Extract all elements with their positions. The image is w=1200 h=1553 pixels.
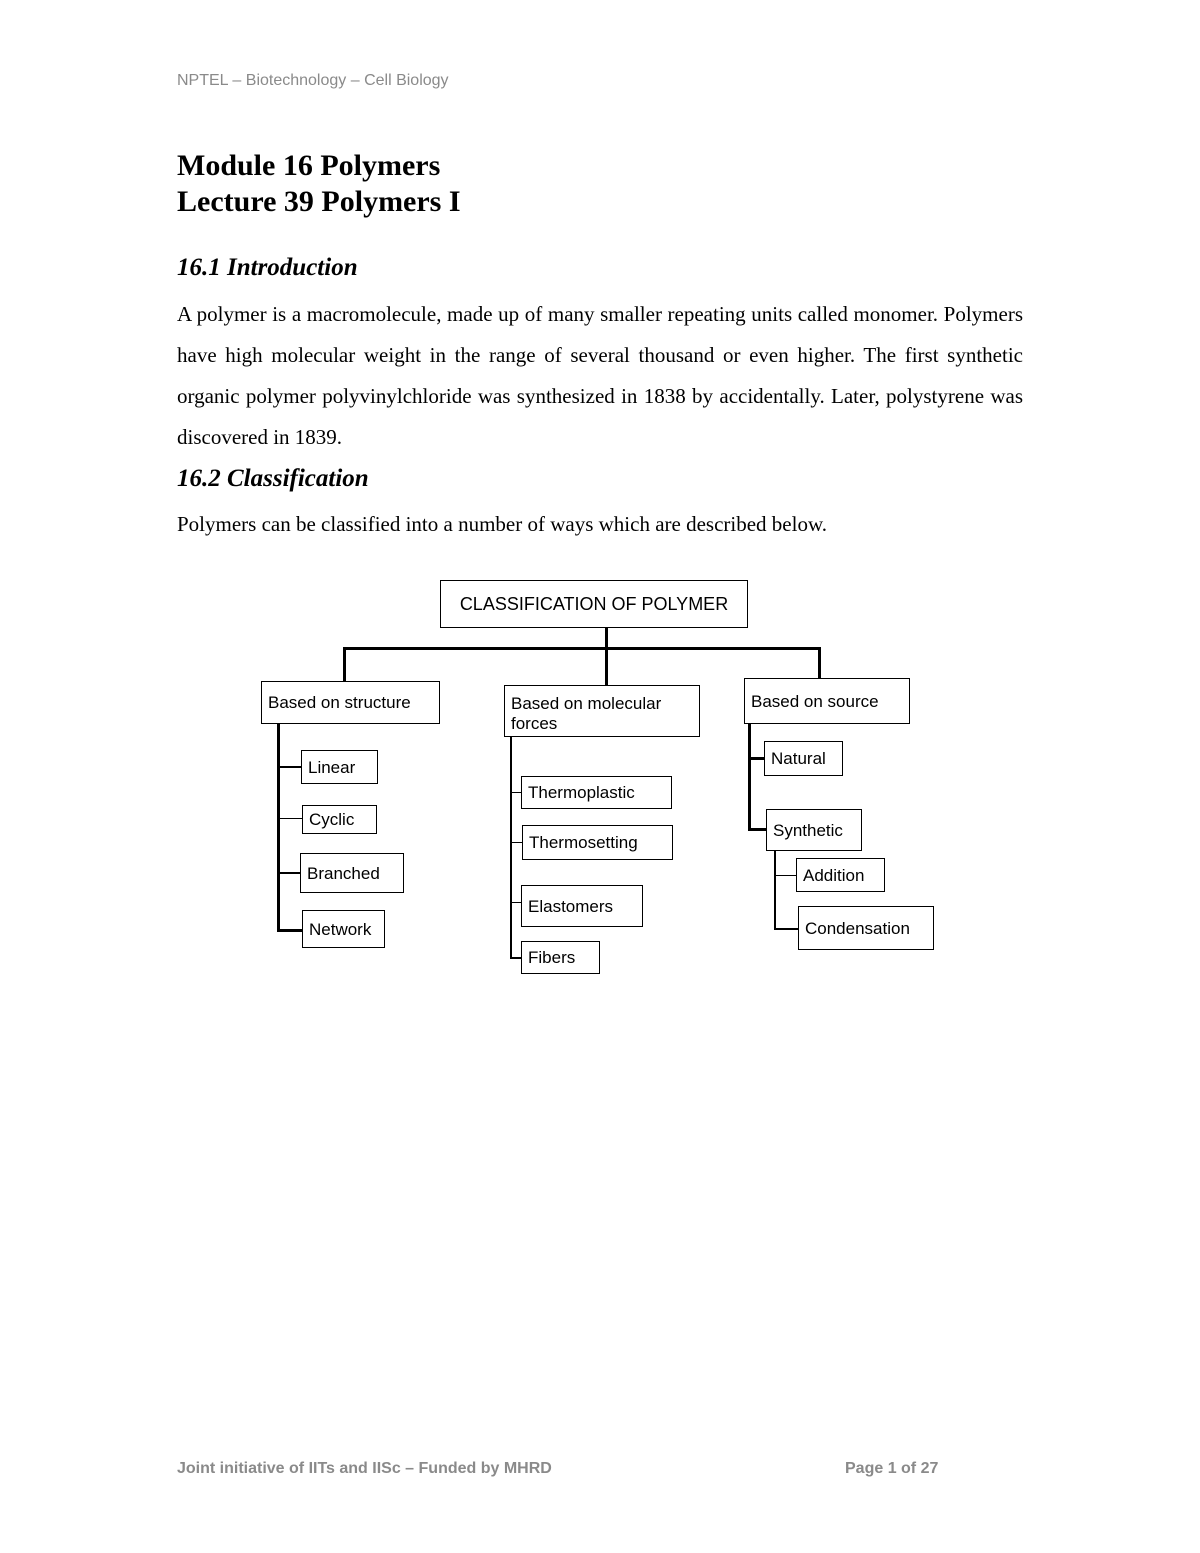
- structure-tick: [277, 872, 301, 874]
- source-tick: [748, 828, 767, 831]
- section-heading-introduction: 16.1 Introduction: [177, 254, 358, 281]
- synthetic-tick: [774, 875, 797, 876]
- forces-item-elastomers: Elastomers: [521, 885, 643, 927]
- source-tick: [748, 757, 765, 760]
- structure-tick: [277, 818, 303, 819]
- branch-connector-structure: [343, 647, 346, 682]
- structure-item-network: Network: [302, 910, 385, 948]
- introduction-paragraph: A polymer is a macromolecule, made up of many smaller repeating units called monomer. Polymers have high molecular weight in the range of several thousand or even higher. The first synthetic organic polymer polyvinylchloride was synthesized in 1838 by accidentally. Later, polystyrene was discovered in 1839.: [177, 302, 1023, 449]
- source-box: Based on source: [744, 678, 910, 724]
- lecture-title: Lecture 39 Polymers I: [177, 185, 461, 218]
- forces-item-thermosetting: Thermosetting: [522, 825, 673, 860]
- page-title: [177, 148, 461, 220]
- branch-connector-source: [818, 647, 821, 678]
- structure-tick: [277, 766, 303, 768]
- synthetic-item-addition: Addition: [796, 858, 885, 892]
- synthetic-item-condensation: Condensation: [798, 906, 934, 950]
- root-connector: [605, 627, 608, 687]
- footer-left: Joint initiative of IITs and IISc – Funded by MHRD: [177, 1460, 552, 1477]
- structure-trunk: [277, 723, 280, 932]
- source-trunk: [748, 723, 751, 831]
- source-item-synthetic: Synthetic: [766, 809, 862, 851]
- root-box: CLASSIFICATION OF POLYMER: [440, 580, 748, 628]
- structure-item-cyclic: Cyclic: [302, 805, 377, 834]
- forces-tick: [510, 842, 522, 843]
- module-title: Module 16 Polymers: [177, 149, 441, 182]
- synthetic-tick: [774, 928, 799, 930]
- synthetic-trunk: [774, 850, 776, 930]
- forces-trunk: [510, 737, 512, 959]
- page-header: NPTEL – Biotechnology – Cell Biology: [177, 72, 449, 89]
- branch-bar: [343, 647, 821, 650]
- structure-item-linear: Linear: [301, 750, 378, 784]
- forces-box: Based on molecular forces: [504, 685, 700, 737]
- forces-item-thermoplastic: Thermoplastic: [521, 776, 672, 809]
- page-number: Page 1 of 27: [845, 1460, 939, 1477]
- source-item-natural: Natural: [764, 741, 843, 776]
- section-heading-classification: 16.2 Classification: [177, 465, 369, 492]
- classification-paragraph: Polymers can be classified into a number of ways which are described below.: [177, 512, 828, 536]
- forces-item-fibers: Fibers: [521, 941, 600, 974]
- structure-item-branched: Branched: [300, 853, 404, 893]
- structure-tick: [277, 929, 303, 932]
- structure-box: Based on structure: [261, 681, 440, 724]
